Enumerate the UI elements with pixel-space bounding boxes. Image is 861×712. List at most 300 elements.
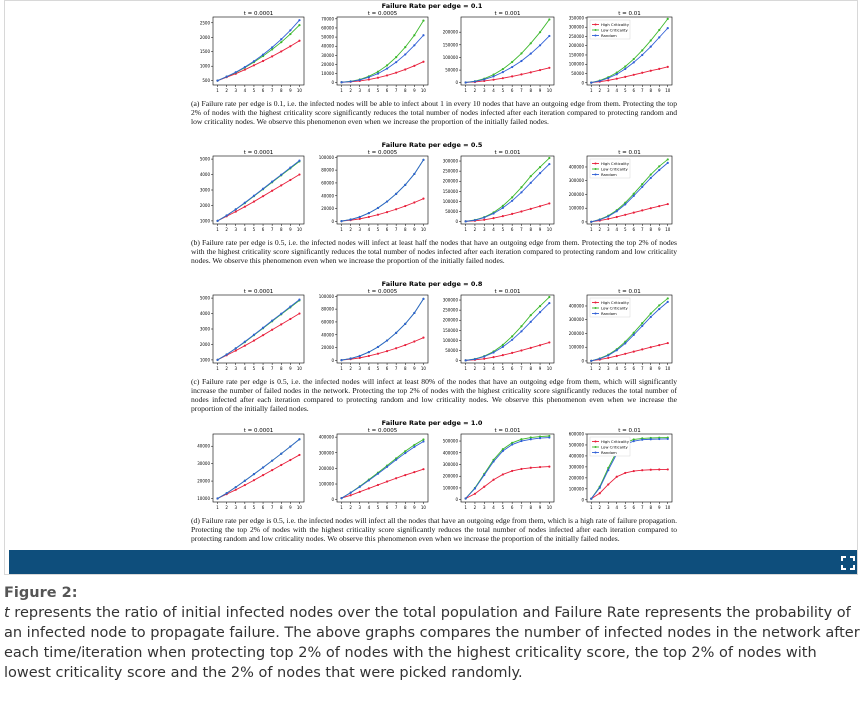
legend-marker xyxy=(595,24,597,26)
data-point xyxy=(658,308,660,310)
x-tick-label: 10 xyxy=(546,366,552,371)
data-point xyxy=(298,312,300,314)
data-point xyxy=(520,468,522,470)
data-point xyxy=(641,348,643,350)
data-point xyxy=(530,53,532,55)
chart-title: t = 0.0005 xyxy=(367,289,398,295)
data-point xyxy=(520,349,522,351)
x-tick-label: 2 xyxy=(598,366,602,371)
data-point xyxy=(386,339,388,341)
data-point xyxy=(590,360,592,362)
x-tick-label: 7 xyxy=(640,227,644,232)
x-tick-label: 6 xyxy=(632,505,636,510)
data-point xyxy=(404,205,406,207)
x-tick-label: 10 xyxy=(546,227,552,232)
data-point xyxy=(492,217,494,219)
data-point xyxy=(624,472,626,474)
data-point xyxy=(607,79,609,81)
data-point xyxy=(404,53,406,55)
data-point xyxy=(368,76,370,78)
data-point xyxy=(422,20,424,22)
x-tick-label: 9 xyxy=(538,366,542,371)
y-tick-label: 50000 xyxy=(571,71,584,77)
data-point xyxy=(520,330,522,332)
y-tick-label: 200000 xyxy=(442,473,458,479)
data-point xyxy=(624,342,626,344)
y-tick-label: 100000 xyxy=(318,154,334,160)
data-point xyxy=(539,69,541,71)
data-point xyxy=(492,75,494,77)
legend-label: Random xyxy=(601,449,617,455)
x-tick-label: 2 xyxy=(225,366,228,371)
data-point xyxy=(235,486,237,488)
data-point xyxy=(599,487,601,489)
chart-title: t = 0.0001 xyxy=(243,289,274,295)
data-point xyxy=(422,159,424,161)
data-point xyxy=(422,440,424,442)
x-tick-label: 5 xyxy=(501,88,505,93)
x-tick-label: 7 xyxy=(520,366,523,371)
legend-label: Random xyxy=(601,310,617,316)
chart-title: t = 0.001 xyxy=(494,150,521,156)
data-point xyxy=(359,218,361,220)
data-point xyxy=(607,354,609,356)
x-tick-label: 7 xyxy=(394,88,398,93)
data-point xyxy=(530,42,532,44)
y-tick-label: 100000 xyxy=(568,486,584,492)
data-point xyxy=(548,157,550,159)
data-point xyxy=(244,69,246,71)
x-tick-label: 5 xyxy=(623,88,627,93)
data-point xyxy=(271,46,273,48)
y-tick-label: 200000 xyxy=(568,330,584,336)
chart-title: t = 0.01 xyxy=(618,11,641,17)
figure-caption-variable: t xyxy=(4,605,10,621)
data-point xyxy=(548,436,550,438)
x-tick-label: 2 xyxy=(598,88,602,93)
x-tick-label: 8 xyxy=(403,88,407,93)
data-point xyxy=(539,311,541,313)
data-point xyxy=(616,349,618,351)
x-tick-label: 6 xyxy=(510,505,514,510)
data-point xyxy=(289,166,291,168)
x-tick-label: 8 xyxy=(529,227,533,232)
y-tick-label: 300000 xyxy=(568,24,584,30)
legend-label: Low Criticality xyxy=(601,444,628,450)
series-line xyxy=(342,160,424,221)
x-tick-label: 8 xyxy=(279,366,283,371)
data-point xyxy=(599,492,601,494)
legend-label: High Criticality xyxy=(601,160,630,166)
data-point xyxy=(483,474,485,476)
chart-2-1 xyxy=(187,148,307,236)
data-point xyxy=(590,81,592,83)
y-tick-label: 70000 xyxy=(321,16,334,22)
series-line xyxy=(466,36,550,83)
data-point xyxy=(395,56,397,58)
x-tick-label: 1 xyxy=(340,227,343,232)
data-point xyxy=(271,190,273,192)
data-point xyxy=(280,174,282,176)
data-point xyxy=(359,79,361,81)
row-title-1: Failure Rate per edge = 0.5 xyxy=(381,141,483,149)
data-point xyxy=(483,216,485,218)
x-tick-label: 8 xyxy=(279,505,283,510)
series-line xyxy=(342,338,424,360)
data-point xyxy=(271,48,273,50)
data-point xyxy=(350,80,352,82)
chart-3-4 xyxy=(561,287,675,375)
x-tick-label: 4 xyxy=(243,366,247,371)
chart-title: t = 0.001 xyxy=(494,428,521,434)
legend-marker xyxy=(595,35,597,37)
data-point xyxy=(340,220,342,222)
x-tick-label: 3 xyxy=(358,366,362,371)
data-point xyxy=(474,219,476,221)
data-point xyxy=(641,186,643,188)
x-tick-label: 5 xyxy=(252,366,256,371)
x-tick-label: 4 xyxy=(367,88,371,93)
data-point xyxy=(667,438,669,440)
y-tick-label: 80000 xyxy=(321,167,334,173)
x-tick-label: 2 xyxy=(225,88,228,93)
data-point xyxy=(616,476,618,478)
x-tick-label: 3 xyxy=(482,88,486,93)
y-tick-label: 0 xyxy=(455,497,458,503)
series-line xyxy=(218,300,300,360)
data-point xyxy=(465,81,467,83)
x-tick-label: 7 xyxy=(270,366,274,371)
x-tick-label: 8 xyxy=(529,366,533,371)
data-point xyxy=(667,18,669,20)
data-point xyxy=(474,487,476,489)
x-tick-label: 2 xyxy=(349,505,352,510)
x-tick-label: 8 xyxy=(529,505,533,510)
legend-label: Random xyxy=(601,171,617,177)
data-point xyxy=(492,479,494,481)
data-point xyxy=(511,75,513,77)
data-point xyxy=(350,492,352,494)
data-point xyxy=(474,80,476,82)
data-point xyxy=(289,45,291,47)
row-title-0: Failure Rate per edge = 0.1 xyxy=(381,2,483,10)
x-tick-label: 5 xyxy=(252,88,256,93)
y-tick-label: 0 xyxy=(331,497,334,503)
x-tick-label: 4 xyxy=(615,88,619,93)
x-tick-label: 4 xyxy=(367,366,371,371)
y-tick-label: 100000 xyxy=(442,337,458,343)
x-tick-label: 2 xyxy=(349,366,352,371)
data-point xyxy=(422,298,424,300)
data-point xyxy=(624,353,626,355)
series-line xyxy=(218,20,300,80)
data-point xyxy=(483,486,485,488)
data-point xyxy=(386,211,388,213)
data-point xyxy=(650,46,652,48)
expand-icon[interactable] xyxy=(841,556,855,570)
data-point xyxy=(520,440,522,442)
data-point xyxy=(539,44,541,46)
data-point xyxy=(368,479,370,481)
legend-label: Random xyxy=(601,32,617,38)
series-line xyxy=(218,455,300,499)
legend-label: High Criticality xyxy=(601,21,630,27)
data-point xyxy=(226,353,228,355)
y-tick-label: 20000 xyxy=(321,206,334,212)
data-point xyxy=(641,54,643,56)
data-point xyxy=(253,64,255,66)
x-tick-label: 10 xyxy=(296,88,302,93)
data-point xyxy=(633,350,635,352)
chart-title: t = 0.001 xyxy=(494,289,521,295)
chart-1-4 xyxy=(561,9,675,97)
x-tick-label: 1 xyxy=(464,227,467,232)
data-point xyxy=(280,323,282,325)
data-point xyxy=(404,450,406,452)
x-tick-label: 10 xyxy=(420,88,426,93)
data-point xyxy=(235,71,237,73)
data-point xyxy=(502,354,504,356)
data-point xyxy=(502,473,504,475)
x-tick-label: 9 xyxy=(413,366,416,371)
series-line xyxy=(218,314,300,360)
data-point xyxy=(226,76,228,78)
data-point xyxy=(253,339,255,341)
y-tick-label: 250000 xyxy=(442,307,458,313)
data-point xyxy=(530,438,532,440)
y-tick-label: 300000 xyxy=(318,450,334,456)
data-point xyxy=(404,68,406,70)
data-point xyxy=(607,77,609,79)
x-tick-label: 6 xyxy=(385,366,389,371)
legend-marker xyxy=(595,29,597,31)
data-point xyxy=(422,438,424,440)
data-point xyxy=(590,498,592,500)
data-point xyxy=(235,350,237,352)
data-point xyxy=(359,491,361,493)
y-tick-label: 50000 xyxy=(321,34,334,40)
x-tick-label: 1 xyxy=(340,88,343,93)
data-point xyxy=(413,444,415,446)
x-tick-label: 9 xyxy=(538,88,542,93)
data-point xyxy=(359,357,361,359)
legend-marker xyxy=(595,313,597,315)
data-point xyxy=(520,73,522,75)
legend-marker xyxy=(595,441,597,443)
x-tick-label: 9 xyxy=(413,88,416,93)
x-tick-label: 2 xyxy=(473,88,477,93)
x-tick-label: 4 xyxy=(243,227,247,232)
data-point xyxy=(413,34,415,36)
data-point xyxy=(404,474,406,476)
y-tick-label: 0 xyxy=(581,358,584,364)
data-point xyxy=(413,201,415,203)
data-point xyxy=(280,464,282,466)
data-point xyxy=(359,216,361,218)
series-line xyxy=(466,158,550,221)
chart-title: t = 0.0001 xyxy=(243,150,274,156)
y-tick-label: 200000 xyxy=(318,465,334,471)
x-tick-label: 9 xyxy=(289,227,292,232)
data-point xyxy=(368,355,370,357)
data-point xyxy=(511,470,513,472)
x-tick-label: 10 xyxy=(420,227,426,232)
x-tick-label: 8 xyxy=(529,88,533,93)
y-tick-label: 150000 xyxy=(442,42,458,48)
data-point xyxy=(633,334,635,336)
x-tick-label: 3 xyxy=(358,505,362,510)
x-tick-label: 3 xyxy=(606,366,610,371)
y-tick-label: 250000 xyxy=(442,168,458,174)
data-point xyxy=(539,344,541,346)
chart-3-3 xyxy=(435,287,557,375)
data-point xyxy=(298,454,300,456)
data-point xyxy=(548,18,550,20)
data-point xyxy=(548,302,550,304)
x-tick-label: 3 xyxy=(358,88,362,93)
series-line xyxy=(466,297,550,360)
figure-toolbar xyxy=(9,550,858,575)
data-point xyxy=(511,335,513,337)
y-tick-label: 80000 xyxy=(321,306,334,312)
x-tick-label: 4 xyxy=(615,505,619,510)
x-tick-label: 7 xyxy=(520,505,523,510)
data-point xyxy=(289,459,291,461)
y-tick-label: 40000 xyxy=(321,332,334,338)
y-tick-label: 150000 xyxy=(442,188,458,194)
data-point xyxy=(244,66,246,68)
x-tick-label: 4 xyxy=(367,505,371,510)
data-point xyxy=(530,467,532,469)
x-tick-label: 7 xyxy=(270,227,274,232)
plot-frame xyxy=(213,295,304,363)
x-tick-label: 5 xyxy=(252,227,256,232)
x-tick-label: 6 xyxy=(632,227,636,232)
data-point xyxy=(413,65,415,67)
x-tick-label: 3 xyxy=(358,227,362,232)
y-tick-label: 300000 xyxy=(442,297,458,303)
data-point xyxy=(404,46,406,48)
legend-label: High Criticality xyxy=(601,438,630,444)
data-point xyxy=(280,50,282,52)
legend-label: Low Criticality xyxy=(601,27,628,33)
chart-2-4 xyxy=(561,148,675,236)
legend-marker xyxy=(595,452,597,454)
x-tick-label: 2 xyxy=(225,505,228,510)
data-point xyxy=(502,346,504,348)
data-point xyxy=(483,219,485,221)
y-tick-label: 200000 xyxy=(442,29,458,35)
x-tick-label: 2 xyxy=(598,505,602,510)
data-point xyxy=(298,299,300,301)
y-tick-label: 100000 xyxy=(442,198,458,204)
y-tick-label: 300000 xyxy=(568,317,584,323)
y-tick-label: 200000 xyxy=(568,475,584,481)
x-tick-label: 9 xyxy=(413,227,416,232)
data-point xyxy=(650,173,652,175)
series-line xyxy=(342,299,424,360)
y-tick-label: 40000 xyxy=(321,43,334,49)
series-line xyxy=(466,438,550,499)
y-tick-label: 2000 xyxy=(199,341,210,347)
data-point xyxy=(590,221,592,223)
data-point xyxy=(386,74,388,76)
x-tick-label: 8 xyxy=(649,88,653,93)
data-point xyxy=(289,318,291,320)
y-tick-label: 200000 xyxy=(568,191,584,197)
x-tick-label: 3 xyxy=(234,227,238,232)
data-point xyxy=(377,72,379,74)
figure-label: Figure 2: xyxy=(4,585,78,601)
data-point xyxy=(483,78,485,80)
x-tick-label: 10 xyxy=(296,505,302,510)
data-point xyxy=(616,73,618,75)
chart-title: t = 0.0001 xyxy=(243,11,274,17)
x-tick-label: 9 xyxy=(289,505,292,510)
x-tick-label: 3 xyxy=(606,227,610,232)
data-point xyxy=(624,68,626,70)
x-tick-label: 5 xyxy=(501,505,505,510)
x-tick-label: 1 xyxy=(216,366,219,371)
plot-frame xyxy=(213,156,304,224)
legend-marker xyxy=(595,174,597,176)
data-point xyxy=(599,80,601,82)
y-tick-label: 100000 xyxy=(568,344,584,350)
data-point xyxy=(633,470,635,472)
data-point xyxy=(422,61,424,63)
data-point xyxy=(350,494,352,496)
y-tick-label: 60000 xyxy=(321,25,334,31)
y-tick-label: 100000 xyxy=(442,54,458,60)
row-caption-1: (b) Failure rate per edge is 0.5, i.e. the infected nodes will infect at least half the nodes that have an outgoing edge from them. Protecting the top 2% of nodes with the highest criticality score significantly reduces the total number of nodes infected after each iteration compared to protecting random and low criticality nodes. We observe this phenomenon even when we increase the proportion of the initially failed nodes. xyxy=(191,238,677,265)
data-point xyxy=(633,440,635,442)
data-point xyxy=(667,203,669,205)
data-point xyxy=(298,24,300,26)
data-point xyxy=(650,39,652,41)
data-point xyxy=(235,489,237,491)
data-point xyxy=(511,61,513,63)
y-tick-label: 200000 xyxy=(442,178,458,184)
y-tick-label: 1000 xyxy=(199,218,210,224)
y-tick-label: 0 xyxy=(455,219,458,225)
x-tick-label: 7 xyxy=(520,88,523,93)
data-point xyxy=(226,214,228,216)
x-tick-label: 4 xyxy=(367,227,371,232)
y-tick-label: 3000 xyxy=(199,187,210,193)
data-point xyxy=(650,438,652,440)
data-point xyxy=(262,54,264,56)
data-point xyxy=(253,479,255,481)
data-point xyxy=(502,68,504,70)
x-tick-label: 5 xyxy=(252,505,256,510)
data-point xyxy=(520,325,522,327)
data-point xyxy=(271,181,273,183)
y-tick-label: 2000 xyxy=(199,202,210,208)
x-tick-label: 4 xyxy=(492,505,495,510)
data-point xyxy=(395,459,397,461)
y-tick-label: 300000 xyxy=(568,178,584,184)
x-tick-label: 8 xyxy=(279,227,283,232)
x-tick-label: 8 xyxy=(649,227,653,232)
plot-frame xyxy=(461,17,554,85)
data-point xyxy=(271,320,273,322)
y-tick-label: 300000 xyxy=(568,464,584,470)
x-tick-label: 4 xyxy=(243,505,247,510)
data-point xyxy=(298,160,300,162)
data-point xyxy=(511,352,513,354)
data-point xyxy=(520,186,522,188)
y-tick-label: 100000 xyxy=(568,205,584,211)
